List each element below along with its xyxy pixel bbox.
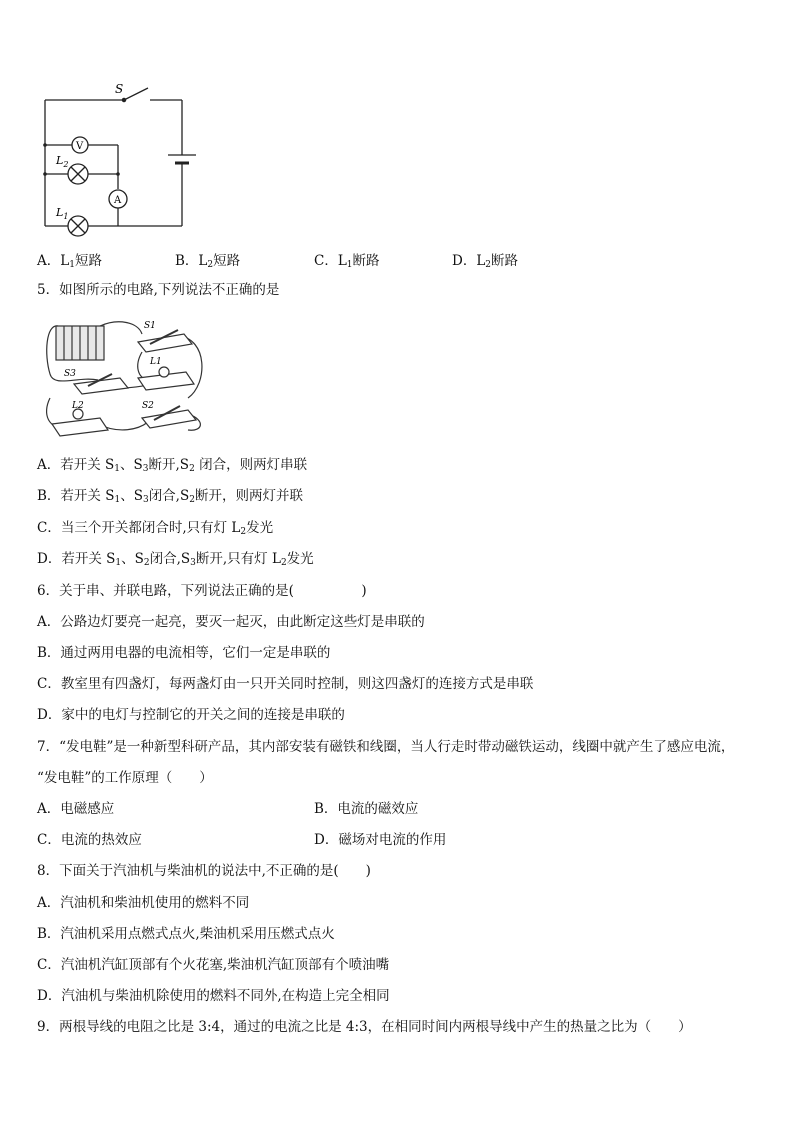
q8-option-a: A．汽油机和柴油机使用的燃料不同 — [37, 895, 250, 911]
q5-switch-s1-label: S1 — [144, 321, 156, 331]
q5-option-c: C．当三个开关都闭合时,只有灯 $L_2$发光 — [37, 520, 274, 537]
q5-lamp-l1-label: L1 — [150, 357, 162, 367]
q8-stem: 8．下面关于汽油机与柴油机的说法中,不正确的是( ) — [37, 863, 371, 879]
q5-option-d: D．若开关 $S_1$、$S_2$闭合$,S_3$断开,只有灯 $L_2$发光 — [37, 551, 314, 568]
q4-option-d: D．$L_2$断路 — [452, 253, 519, 270]
q5-switch-s3-label: S3 — [64, 369, 76, 379]
q4-ammeter-label: A — [114, 195, 122, 206]
q7-stem-line1: 7．“发电鞋”是一种新型科研产品，其内部安装有磁铁和线圈，当人行走时带动磁铁运动，线圈中就产生了感应电流， — [37, 739, 735, 755]
q6-option-d: D．家中的电灯与控制它的开关之间的连接是串联的 — [37, 707, 345, 723]
q4-lamp2-label: $L_2$ — [56, 154, 69, 169]
q4-option-c: C．$L_1$断路 — [314, 253, 380, 270]
q6-stem: 6．关于串、并联电路，下列说法正确的是( ) — [37, 583, 367, 599]
q9-stem: 9．两根导线的电阻之比是 3:4，通过的电流之比是 4:3，在相同时间内两根导线中产生的热量之比为（ ） — [37, 1019, 692, 1035]
q4-lamp1-label: $L_1$ — [56, 206, 69, 221]
q4-option-a: A．$L_1$短路 — [37, 253, 102, 270]
q8-option-b: B．汽油机采用点燃式点火,柴油机采用压燃式点火 — [37, 926, 335, 942]
q5-switch-s2-label: S2 — [142, 401, 154, 411]
q6-option-b: B．通过两用电器的电流相等，它们一定是串联的 — [37, 645, 331, 661]
q5-option-a: A．若开关 $S_1$、$S_3$断开$,S_2$ 闭合，则两灯串联 — [37, 457, 308, 474]
q7-option-d: D．磁场对电流的作用 — [314, 832, 447, 848]
q4-voltmeter-label: V — [76, 141, 84, 152]
q5-option-b: B．若开关 $S_1$、$S_3$闭合$,S_2$断开，则两灯并联 — [37, 488, 303, 505]
q4-option-b: B．$L_2$短路 — [175, 253, 241, 270]
q4-switch-label: S — [115, 82, 124, 96]
q8-option-d: D．汽油机与柴油机除使用的燃料不同外,在构造上完全相同 — [37, 988, 390, 1004]
q6-option-a: A．公路边灯要亮一起亮，要灭一起灭，由此断定这些灯是串联的 — [37, 614, 425, 630]
q7-option-c: C．电流的热效应 — [37, 832, 142, 848]
q7-option-a: A．电磁感应 — [37, 801, 115, 817]
q5-lamp-l2-label: L2 — [72, 401, 84, 411]
q5-circuit-photo-diagram — [38, 314, 210, 440]
q5-stem: 5．如图所示的电路,下列说法不正确的是 — [37, 282, 280, 298]
q8-option-c: C．汽油机汽缸顶部有个火花塞,柴油机汽缸顶部有个喷油嘴 — [37, 957, 390, 973]
q4-circuit-diagram — [36, 78, 196, 238]
q6-option-c: C．教室里有四盏灯，每两盏灯由一只开关同时控制，则这四盏灯的连接方式是串联 — [37, 676, 534, 692]
q7-option-b: B．电流的磁效应 — [314, 801, 419, 817]
q7-stem-line2: “发电鞋”的工作原理（ ） — [37, 770, 213, 786]
